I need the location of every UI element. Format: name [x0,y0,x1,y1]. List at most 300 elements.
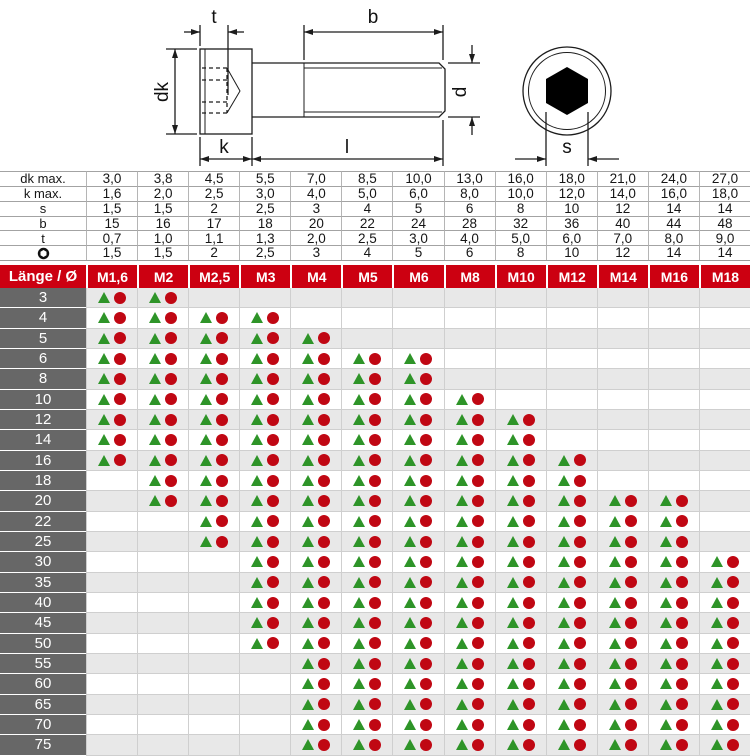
availability-cell [444,634,495,654]
red-circle-marker [267,637,279,649]
availability-cell [546,308,597,328]
green-triangle-marker [353,394,365,405]
red-circle-marker [523,719,535,731]
green-triangle-marker [149,292,161,303]
availability-cell [597,451,648,471]
green-triangle-marker [404,414,416,425]
green-triangle-marker [404,556,416,567]
green-triangle-marker [507,475,519,486]
availability-cell [137,410,188,430]
red-circle-marker [574,475,586,487]
red-circle-marker [625,556,637,568]
availability-cell [239,654,290,674]
dimension-value: 24 [392,216,443,231]
green-triangle-marker [507,597,519,608]
availability-cell [444,288,495,308]
availability-cell [597,369,648,389]
green-triangle-marker [558,597,570,608]
red-circle-marker [676,678,688,690]
size-column-header: M14 [597,265,648,288]
availability-cell [188,430,239,450]
availability-cell [597,715,648,735]
red-circle-marker [676,617,688,629]
green-triangle-marker [149,333,161,344]
availability-cell [188,390,239,410]
red-circle-marker [523,658,535,670]
red-circle-marker [420,617,432,629]
length-row-label: 14 [0,430,86,450]
red-circle-marker [625,576,637,588]
availability-cell [239,471,290,491]
dimension-value: 0,7 [86,230,137,245]
availability-cell [341,735,392,755]
red-circle-marker [574,536,586,548]
availability-cell [444,349,495,369]
availability-cell [597,695,648,715]
availability-cell [648,715,699,735]
availability-cell [648,308,699,328]
green-triangle-marker [200,536,212,547]
red-circle-marker [625,658,637,670]
hex-socket-outline [546,67,588,115]
availability-cell [648,552,699,572]
red-circle-marker [267,312,279,324]
availability-cell [137,634,188,654]
green-triangle-marker [507,638,519,649]
red-circle-marker [625,698,637,710]
green-triangle-marker [404,617,416,628]
green-triangle-marker [456,475,468,486]
availability-cell [444,613,495,633]
red-circle-marker [369,719,381,731]
size-column-header: M3 [239,265,290,288]
green-triangle-marker [251,536,263,547]
dimension-value: 2,5 [239,201,290,216]
red-circle-marker [165,373,177,385]
red-circle-marker [676,719,688,731]
green-triangle-marker [353,516,365,527]
availability-cell [392,573,443,593]
availability-cell [444,430,495,450]
availability-cell [699,430,750,450]
length-row-label: 55 [0,654,86,674]
dimension-value: 16,0 [495,171,546,186]
availability-cell [597,593,648,613]
size-column-header: M1,6 [86,265,137,288]
availability-cell [648,491,699,511]
red-circle-marker [676,597,688,609]
availability-cell [290,573,341,593]
availability-cell [546,654,597,674]
red-circle-marker [574,576,586,588]
red-circle-marker [420,576,432,588]
availability-cell [597,512,648,532]
green-triangle-marker [609,617,621,628]
green-triangle-marker [98,292,110,303]
dimension-value: 1,5 [137,245,188,260]
green-triangle-marker [98,333,110,344]
availability-cell [546,410,597,430]
red-circle-marker [676,556,688,568]
availability-cell [546,735,597,755]
red-circle-marker [216,475,228,487]
red-circle-marker [523,698,535,710]
red-circle-marker [523,434,535,446]
red-circle-marker [216,414,228,426]
red-circle-marker [523,515,535,527]
availability-cell [546,532,597,552]
green-triangle-marker [251,333,263,344]
dimension-value: 5,0 [495,230,546,245]
availability-cell [392,552,443,572]
availability-cell [648,593,699,613]
availability-cell [341,308,392,328]
availability-cell [239,288,290,308]
red-circle-marker [420,475,432,487]
red-circle-marker [574,739,586,751]
availability-cell [495,735,546,755]
availability-cell [597,573,648,593]
red-circle-marker [114,353,126,365]
availability-cell [137,715,188,735]
availability-cell [444,491,495,511]
availability-cell [699,613,750,633]
red-circle-marker [267,414,279,426]
red-circle-marker [420,434,432,446]
availability-cell [188,410,239,430]
green-triangle-marker [404,434,416,445]
availability-cell [137,674,188,694]
green-triangle-marker [302,414,314,425]
red-circle-marker [523,475,535,487]
availability-cell [597,471,648,491]
red-circle-marker [267,434,279,446]
green-triangle-marker [353,699,365,710]
dimension-value: 36 [546,216,597,231]
green-triangle-marker [98,312,110,323]
green-triangle-marker [456,719,468,730]
green-triangle-marker [200,414,212,425]
red-circle-marker [165,475,177,487]
green-triangle-marker [404,394,416,405]
red-circle-marker [472,556,484,568]
green-triangle-marker [609,719,621,730]
availability-cell [648,369,699,389]
length-row-label: 12 [0,410,86,430]
red-circle-marker [472,515,484,527]
red-circle-marker [369,495,381,507]
red-circle-marker [574,698,586,710]
dimension-value: 2,5 [239,245,290,260]
green-triangle-marker [507,455,519,466]
green-triangle-marker [302,475,314,486]
dimension-value: 8,5 [341,171,392,186]
green-triangle-marker [609,556,621,567]
length-row-label: 30 [0,552,86,572]
green-triangle-marker [353,678,365,689]
green-triangle-marker [456,577,468,588]
red-circle-marker [318,373,330,385]
dimension-value: 2 [188,245,239,260]
red-circle-marker [472,678,484,690]
green-triangle-marker [251,414,263,425]
availability-cell [392,735,443,755]
red-circle-marker [420,698,432,710]
availability-cell [341,451,392,471]
green-triangle-marker [711,678,723,689]
red-circle-marker [727,658,739,670]
availability-cell [392,532,443,552]
availability-cell [239,349,290,369]
red-circle-marker [165,393,177,405]
availability-cell [341,593,392,613]
green-triangle-marker [609,678,621,689]
green-triangle-marker [609,516,621,527]
red-circle-marker [727,739,739,751]
length-row-label: 35 [0,573,86,593]
red-circle-marker [267,617,279,629]
availability-cell [444,512,495,532]
red-circle-marker [523,414,535,426]
green-triangle-marker [353,658,365,669]
dimension-value: 3 [290,245,341,260]
red-circle-marker [369,637,381,649]
green-triangle-marker [200,434,212,445]
green-triangle-marker [456,536,468,547]
red-circle-marker [318,658,330,670]
red-circle-marker [574,658,586,670]
dimension-value: 13,0 [444,171,495,186]
availability-cell [86,593,137,613]
red-circle-marker [523,739,535,751]
availability-cell [648,634,699,654]
red-circle-marker [472,475,484,487]
green-triangle-marker [711,577,723,588]
red-circle-marker [267,332,279,344]
green-triangle-marker [98,373,110,384]
availability-cell [290,613,341,633]
availability-cell [648,532,699,552]
dimension-value: 8 [495,245,546,260]
red-circle-marker [114,292,126,304]
availability-cell [86,349,137,369]
dim-label-b: b [367,7,379,28]
green-triangle-marker [558,658,570,669]
green-triangle-marker [200,312,212,323]
red-circle-marker [369,373,381,385]
green-triangle-marker [98,394,110,405]
availability-cell [188,634,239,654]
red-circle-marker [369,475,381,487]
green-triangle-marker [302,577,314,588]
availability-cell [495,430,546,450]
dim-label-dk: dk [152,81,173,103]
green-triangle-marker [353,577,365,588]
green-triangle-marker [302,719,314,730]
availability-cell [137,430,188,450]
green-triangle-marker [200,475,212,486]
availability-cell [597,654,648,674]
red-circle-marker [114,454,126,466]
green-triangle-marker [302,394,314,405]
green-triangle-marker [302,739,314,750]
availability-cell [290,410,341,430]
red-circle-marker [318,556,330,568]
dimension-value: 4 [341,245,392,260]
dimension-value: 12 [597,201,648,216]
availability-cell [341,329,392,349]
size-column-header: M18 [699,265,750,288]
red-circle-marker [318,617,330,629]
red-circle-marker [267,515,279,527]
green-triangle-marker [302,353,314,364]
red-circle-marker [625,637,637,649]
green-triangle-marker [558,739,570,750]
availability-cell [392,390,443,410]
red-circle-marker [676,536,688,548]
green-triangle-marker [251,495,263,506]
availability-cell [699,593,750,613]
availability-cell [137,532,188,552]
size-column-header: M6 [392,265,443,288]
availability-cell [648,430,699,450]
red-circle-marker [216,353,228,365]
red-circle-marker [318,393,330,405]
green-triangle-marker [251,577,263,588]
availability-cell [699,329,750,349]
green-triangle-marker [302,455,314,466]
red-circle-marker [165,454,177,466]
dimension-row-label: b [0,216,86,231]
green-triangle-marker [609,536,621,547]
green-triangle-marker [558,617,570,628]
green-triangle-marker [711,638,723,649]
availability-cell [188,308,239,328]
availability-cell [699,735,750,755]
availability-cell [495,674,546,694]
availability-cell [699,634,750,654]
availability-cell [290,308,341,328]
red-circle-marker [727,719,739,731]
availability-cell [290,674,341,694]
availability-cell [341,674,392,694]
availability-cell [239,593,290,613]
availability-cell [239,410,290,430]
availability-cell [444,593,495,613]
availability-cell [341,430,392,450]
availability-cell [188,593,239,613]
availability-cell [86,512,137,532]
green-triangle-marker [353,638,365,649]
green-triangle-marker [353,597,365,608]
availability-cell [239,329,290,349]
availability-cell [597,308,648,328]
red-circle-marker [318,475,330,487]
availability-cell [188,369,239,389]
red-circle-marker [369,536,381,548]
green-triangle-marker [302,617,314,628]
availability-cell [290,715,341,735]
green-triangle-marker [251,475,263,486]
availability-cell [648,451,699,471]
availability-cell [137,654,188,674]
availability-cell [648,390,699,410]
red-circle-marker [472,739,484,751]
availability-cell [341,512,392,532]
green-triangle-marker [404,719,416,730]
availability-cell [648,613,699,633]
dimension-value: 28 [444,216,495,231]
red-circle-marker [267,373,279,385]
availability-cell [239,695,290,715]
length-row-label: 25 [0,532,86,552]
green-triangle-marker [660,638,672,649]
red-circle-marker [523,597,535,609]
availability-cell [239,552,290,572]
red-circle-marker [472,495,484,507]
red-circle-marker [369,576,381,588]
red-circle-marker [523,576,535,588]
dimension-value: 5 [392,201,443,216]
green-triangle-marker [711,597,723,608]
availability-cell [597,390,648,410]
green-triangle-marker [660,516,672,527]
availability-cell [86,471,137,491]
green-triangle-marker [507,739,519,750]
green-triangle-marker [404,658,416,669]
availability-cell [597,491,648,511]
green-triangle-marker [251,597,263,608]
availability-cell [341,471,392,491]
red-circle-marker [369,454,381,466]
red-circle-marker [369,698,381,710]
red-circle-marker [165,292,177,304]
availability-cell [239,735,290,755]
green-triangle-marker [507,556,519,567]
green-triangle-marker [353,719,365,730]
dimension-value: 22 [341,216,392,231]
availability-cell [137,491,188,511]
availability-cell [239,369,290,389]
availability-cell [290,390,341,410]
green-triangle-marker [98,434,110,445]
availability-cell [495,715,546,735]
green-triangle-marker [456,414,468,425]
availability-cell [86,451,137,471]
green-triangle-marker [302,597,314,608]
dimension-value: 1,0 [137,230,188,245]
availability-cell [86,674,137,694]
availability-cell [290,451,341,471]
availability-cell [495,451,546,471]
availability-cell [392,451,443,471]
red-circle-marker [625,739,637,751]
red-circle-marker [165,414,177,426]
red-circle-marker [472,698,484,710]
red-circle-marker [727,617,739,629]
availability-cell [188,613,239,633]
size-column-header: M16 [648,265,699,288]
red-circle-marker [676,739,688,751]
green-triangle-marker [558,455,570,466]
dimension-value: 10,0 [392,171,443,186]
availability-cell [137,552,188,572]
availability-cell [341,369,392,389]
red-circle-marker [523,556,535,568]
green-triangle-marker [302,638,314,649]
red-circle-marker [369,597,381,609]
green-triangle-marker [302,495,314,506]
